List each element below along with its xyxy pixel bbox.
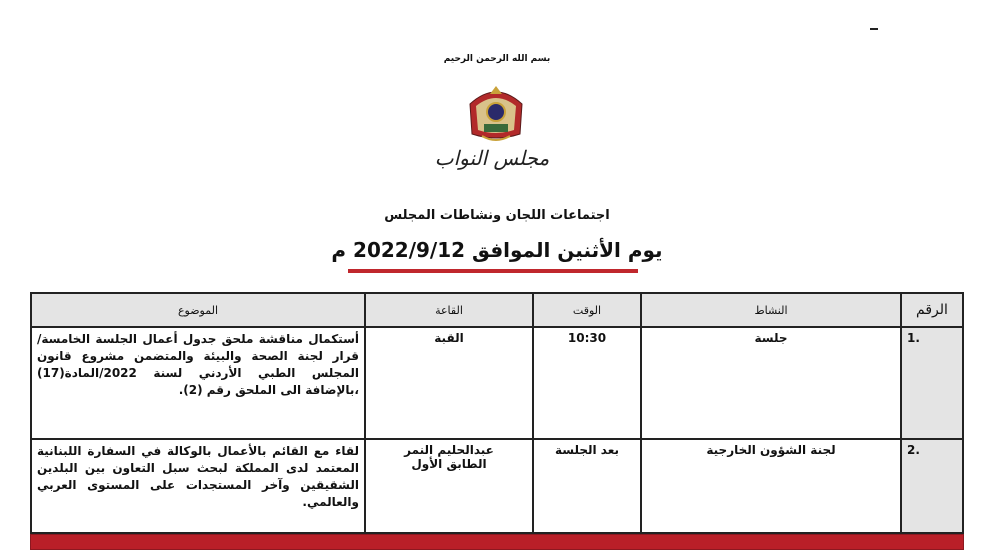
- date-underline: [348, 269, 638, 273]
- row-activity: لجنة الشؤون الخارجية: [641, 439, 901, 533]
- row-number: 1.: [901, 327, 963, 439]
- table-row: [31, 327, 963, 439]
- header-activity: النشاط: [641, 293, 901, 327]
- basmala: بسم الله الرحمن الرحيم: [443, 54, 551, 64]
- date-line: يوم الأثنين الموافق 2022/9/12 م: [331, 238, 663, 262]
- table-header-row: [31, 293, 963, 327]
- header-time: الوقت: [533, 293, 641, 327]
- header-number: الرقم: [901, 293, 963, 327]
- hall-name: عبدالحليم النمر: [404, 443, 494, 457]
- header-subject: الموضوع: [31, 293, 365, 327]
- jordan-coat-of-arms-icon: [462, 84, 530, 146]
- row-hall: القبة: [365, 327, 533, 439]
- row-time: 10:30: [533, 327, 641, 439]
- row-subject: لقاء مع القائم بالأعمال بالوكالة في السفارة اللبنانية المعتمد لدى المملكة لبحث سبل التعاون بين البلدين الشقيقين وآخر المستجدات على المستوى العربي والعالمي.: [31, 439, 365, 533]
- row-activity: جلسة: [641, 327, 901, 439]
- corner-mark: [870, 28, 878, 30]
- table-row: [31, 439, 963, 533]
- bottom-bar: [30, 534, 964, 550]
- row-hall: [365, 439, 533, 533]
- page-title: اجتماعات اللجان ونشاطات المجلس: [384, 208, 610, 223]
- parliament-logo: مجلس النواب: [434, 146, 550, 170]
- header-hall: القاعة: [365, 293, 533, 327]
- schedule-table: [30, 292, 964, 534]
- row-subject: أستكمال مناقشة ملحق جدول أعمال الجلسة الخامسة/ قرار لجنة الصحة والبيئة والمتضمن مشروع قانون المجلس الطبي الأردني لسنة 2022/المادة(17) ،بالإضافة الى الملحق رقم (2).: [31, 327, 365, 439]
- row-number: 2.: [901, 439, 963, 533]
- row-time: بعد الجلسة: [533, 439, 641, 533]
- hall-floor: الطابق الأول: [411, 457, 487, 471]
